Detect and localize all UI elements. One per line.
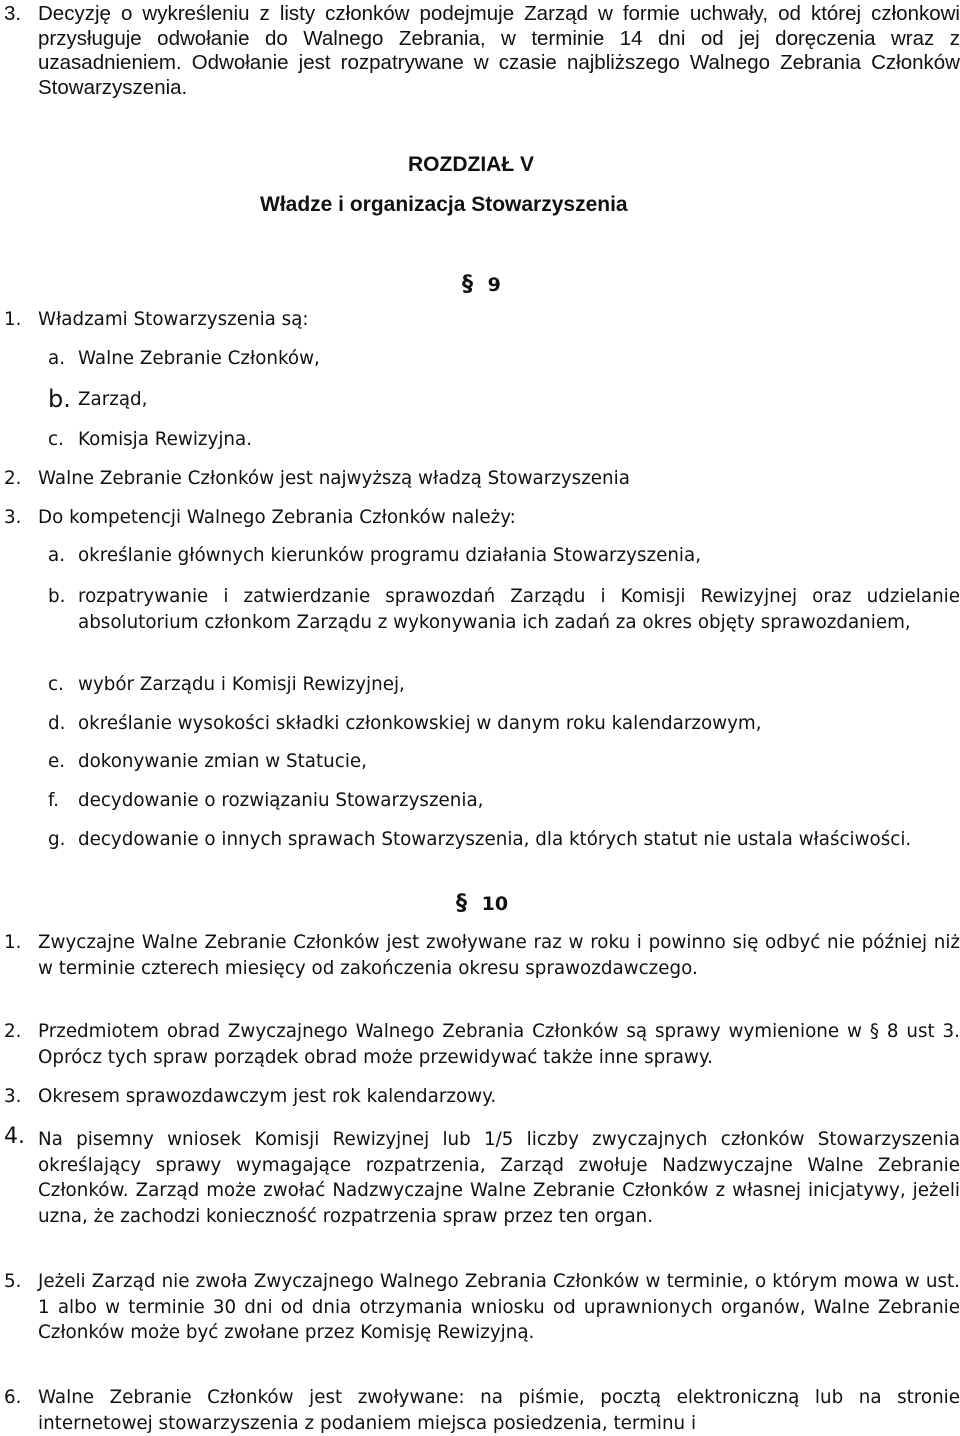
s10-point-text: Walne Zebranie Członków jest zwoływane: na piśmie, pocztą elektroniczną lub na stronie internetowej stowarzyszenia z podaniem miejsca posiedzenia, terminu i [38,1387,960,1434]
item-letter: c. [48,674,64,695]
item-letter: b. [48,385,71,413]
s10-point-text: Okresem sprawozdawczym jest rok kalendarzowy. [38,1086,497,1107]
item-letter: a. [48,545,66,566]
item-text: wybór Zarządu i Komisji Rewizyjnej, [78,674,405,695]
item-text: określanie wysokości składki członkowskiej w danym roku kalendarzowym, [78,713,762,734]
intro-text: Decyzję o wykreśleniu z listy członków podejmuje Zarząd w formie uchwały, od której członkowi przysługuje odwołanie do Walnego Zebrania, w terminie 14 dni od jej doręczenia wraz z uzasadnieniem. Odwołanie jest rozpatrywane w czasie najbliższego Walnego Zebrania Członków Stowarzyszenia. [38,2,960,99]
s9-point-2-number: 2. [4,468,22,489]
s10-point-number: 5. [4,1271,22,1292]
s10-point-3 [4,1084,960,1110]
section-number: 10 [481,893,509,915]
item-text: decydowanie o innych sprawach Stowarzyszenia, dla których statut nie ustala właściwości. [78,829,912,850]
section-symbol: § [462,272,473,297]
s10-point-6 [4,1385,960,1436]
item-text: dokonywanie zmian w Statucie, [78,751,367,772]
item-letter: f. [48,790,59,811]
s9-p3-item-f [48,790,960,811]
item-text: określanie głównych kierunków programu działania Stowarzyszenia, [78,545,702,566]
chapter-subtitle: Władze i organizacja Stowarzyszenia [260,193,628,216]
item-text: decydowanie o rozwiązaniu Stowarzyszenia, [78,790,484,811]
intro-paragraph [4,2,960,100]
s9-p3-item-d [48,713,960,734]
s10-point-number: 4. [4,1124,25,1149]
s9-point-3-text: Do kompetencji Walnego Zebrania Członków należy: [38,507,516,528]
item-text: rozpatrywanie i zatwierdzanie sprawozdań Zarządu i Komisji Rewizyjnej oraz udzielanie absolutorium członkom Zarządu z wykonywania ich zadań za okres objęty sprawozdaniem, [78,586,960,633]
s10-point-text: Przedmiotem obrad Zwyczajnego Walnego Zebrania Członków są sprawy wymienione w § 8 ust 3. Oprócz tych spraw porządek obrad może przewidywać także inne sprawy. [38,1021,960,1068]
item-letter: b. [48,586,66,607]
s10-point-number: 1. [4,932,22,953]
item-text: Zarząd, [78,389,148,410]
item-text: Walne Zebranie Członków, [78,348,320,369]
s10-point-text: Jeżeli Zarząd nie zwoła Zwyczajnego Walnego Zebrania Członków w terminie, o którym mowa w ust. 1 albo w terminie 30 dni od dnia otrzymania wniosku od uprawnionych organów, Walne Zebranie Członków może być zwołane przez Komisję Rewizyjną. [38,1271,960,1344]
s9-point-1 [4,309,960,330]
s9-point-2-text: Walne Zebranie Członków jest najwyższą władzą Stowarzyszenia [38,468,630,489]
s9-p1-item-c [48,429,960,450]
s10-point-text: Zwyczajne Walne Zebranie Członków jest zwoływane raz w roku i powinno się odbyć nie później niż w terminie czterech miesięcy od zakończenia okresu sprawozdawczego. [38,932,960,979]
s9-point-3-number: 3. [4,507,22,528]
s9-p3-item-b [48,584,960,635]
s10-point-number: 2. [4,1021,22,1042]
s9-p1-item-a [48,348,960,369]
item-letter: a. [48,348,66,369]
s9-point-1-number: 1. [4,309,22,330]
item-letter: g. [48,829,66,850]
item-letter: e. [48,751,66,772]
section-symbol: § [456,891,467,916]
intro-number: 3. [4,2,22,25]
section-number: 9 [487,274,501,296]
s9-p3-item-g [48,827,960,853]
s10-point-text: Na pisemny wniosek Komisji Rewizyjnej lub 1/5 liczby zwyczajnych członków Stowarzyszenia określający sprawy wymagające rozpatrzenia, Zarząd zwołuje Nadzwyczajne Walne Zebranie Członków. Zarząd może zwołać Nadzwyczajne Walne Zebranie Członków z własnej inicjatywy, jeżeli uzna, że zachodzi konieczność rozpatrzenia spraw przez ten organ. [38,1129,960,1228]
s10-point-number: 6. [4,1387,22,1408]
s9-p3-item-a [48,545,960,566]
s10-point-2 [4,1019,960,1070]
item-letter: d. [48,713,66,734]
s9-point-1-text: Władzami Stowarzyszenia są: [38,309,309,330]
s10-point-1 [4,930,960,981]
section-10-heading [456,891,508,916]
s10-point-5 [4,1269,960,1346]
s9-point-3 [4,507,960,528]
chapter-title: ROZDZIAŁ V [408,153,534,176]
s9-p1-item-b [48,385,960,413]
s9-p3-item-e [48,751,960,772]
s10-point-4 [4,1124,960,1230]
item-letter: c. [48,429,64,450]
section-9-heading [462,272,501,297]
s10-point-number: 3. [4,1086,22,1107]
s9-point-2 [4,468,960,489]
s9-p3-item-c [48,674,960,695]
item-text: Komisja Rewizyjna. [78,429,253,450]
